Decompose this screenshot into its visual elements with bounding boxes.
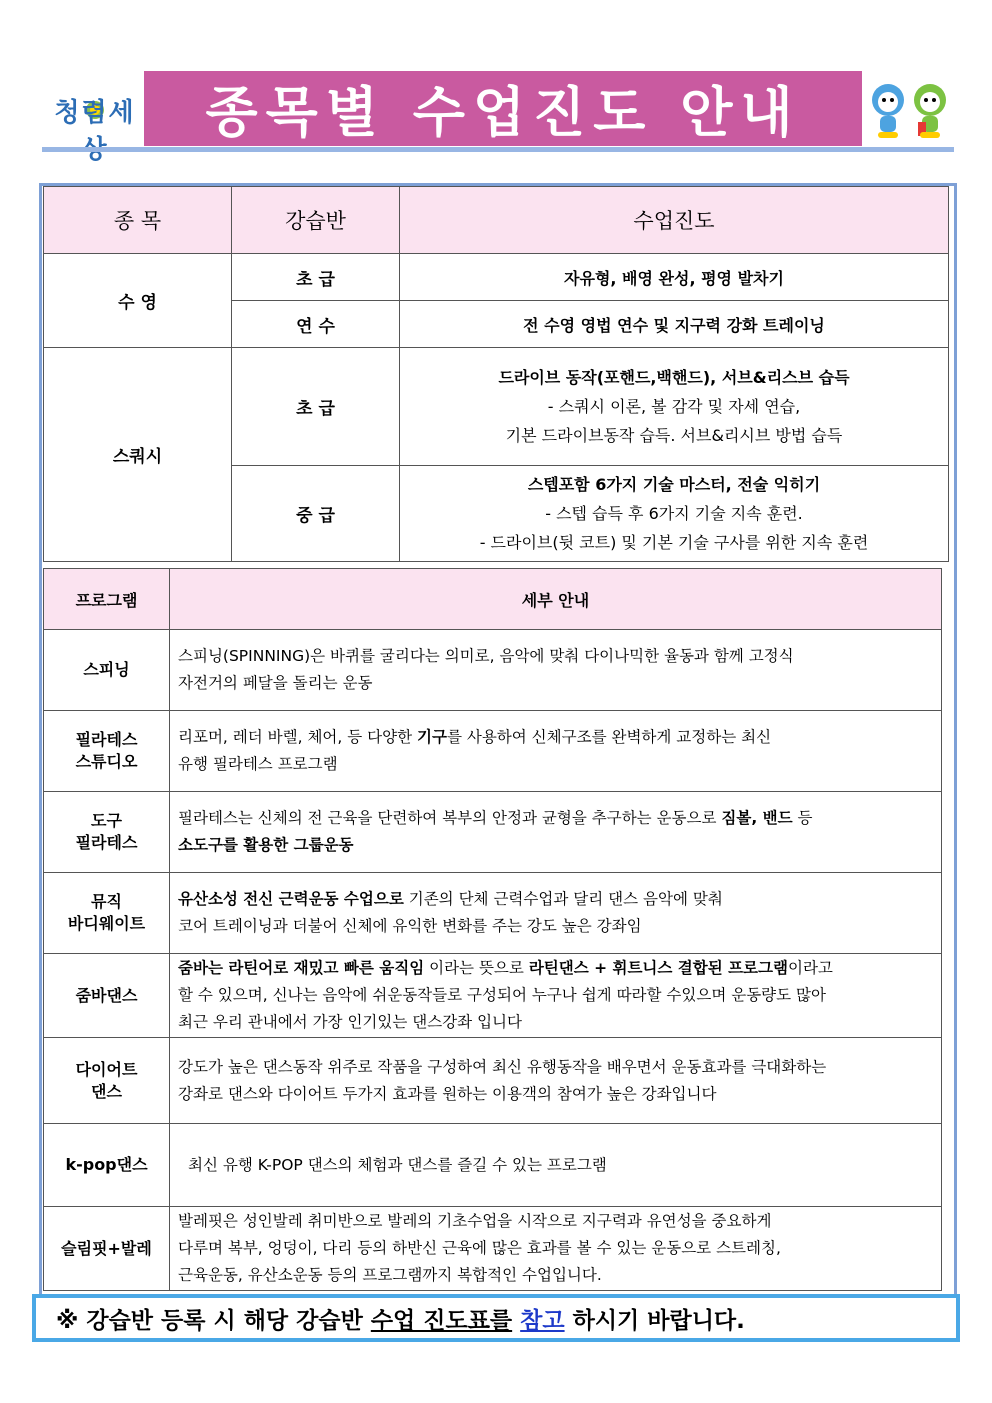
desc-line: 근육운동, 유산소운동 등의 프로그램까지 복합적인 수업입니다. [178, 1266, 602, 1284]
col-header-class: 강습반 [232, 187, 400, 254]
desc-text: 리포머, 레더 바렐, 체어, 등 다양한 [178, 728, 417, 746]
progress-table [43, 186, 949, 562]
desc-text: 이라고 [787, 959, 833, 977]
sport-swimming: 수 영 [44, 254, 232, 348]
table-row [44, 711, 942, 792]
desc-line: 강좌로 댄스와 다이어트 두가지 효과를 원하는 이용객의 참여가 높은 강좌입니다 [178, 1084, 717, 1103]
program-desc [170, 630, 942, 711]
col-header-program: 프로그램 [44, 569, 170, 630]
table-row [44, 254, 949, 301]
program-name: 줌바댄스 [44, 954, 170, 1038]
table-row [44, 630, 942, 711]
desc-line: 유행 필라테스 프로그램 [178, 755, 338, 773]
note-underlined: 수업 진도표를 [370, 1307, 513, 1334]
program-desc [170, 1038, 942, 1124]
program-desc [170, 1207, 942, 1291]
desc-line: 최근 우리 관내에서 가장 인기있는 댄스강좌 입니다 [178, 1013, 522, 1031]
desc-line: 자전거의 페달을 돌리는 운동 [178, 674, 373, 692]
progress-line: - 드라이브(뒷 코트) 및 기본 기술 구사를 위한 지속 훈련 [479, 533, 869, 552]
table-row [44, 792, 942, 873]
col-header-detail: 세부 안내 [170, 569, 942, 630]
class-level: 초 급 [232, 348, 400, 466]
desc-line: 최신 유행 K-POP 댄스의 체험과 댄스를 즐길 수 있는 프로그램 [188, 1155, 607, 1174]
program-name: 슬림핏+발레 [44, 1207, 170, 1291]
note-space [512, 1305, 520, 1331]
desc-line: 코어 트레이닝과 더불어 신체에 유익한 변화를 주는 강도 높은 강좌임 [178, 917, 642, 935]
desc-bold: 소도구를 활용한 그룹운동 [178, 836, 354, 854]
progress-text: 자유형, 배영 완성, 평영 발차기 [400, 254, 949, 301]
note-suffix: 하시기 바랍니다. [564, 1307, 745, 1334]
desc-line: 발레핏은 성인발레 취미반으로 발레의 기초수업을 시작으로 지구력과 유연성을 중요하게 [178, 1212, 772, 1230]
program-desc [170, 954, 942, 1038]
desc-line: 강도가 높은 댄스동작 위주로 작품을 구성하여 최신 유행동작을 배우면서 운동효과를 극대화하는 [178, 1057, 827, 1076]
program-table [43, 568, 942, 1291]
desc-line: 다루며 복부, 엉덩이, 다리 등의 하반신 근육에 많은 효과를 볼 수 있는 운동으로 스트레칭, [178, 1239, 781, 1257]
desc-bold: 짐볼, 밴드 [721, 809, 793, 827]
page-title: 종목별 수업진도 안내 [205, 81, 801, 144]
class-level: 초 급 [232, 254, 400, 301]
table-row [44, 1038, 942, 1124]
table-row [44, 348, 949, 466]
col-header-progress: 수업진도 [400, 187, 949, 254]
program-desc [170, 792, 942, 873]
title-banner [144, 71, 862, 146]
header-divider [42, 147, 954, 152]
progress-cell [400, 466, 949, 562]
program-desc [170, 1124, 942, 1207]
desc-bold: 유산소성 전신 근력운동 수업으로 [178, 890, 404, 908]
class-level: 중 급 [232, 466, 400, 562]
desc-text: 필라테스는 신체의 전 근육을 단련하여 복부의 안정과 균형을 추구하는 운동으로 [178, 809, 722, 827]
progress-line: - 스쿼시 이론, 볼 감각 및 자세 연습, [547, 397, 801, 416]
program-desc [170, 711, 942, 792]
note-prefix: ※ 강습반 등록 시 해당 강습반 [56, 1307, 371, 1334]
program-desc [170, 873, 942, 954]
program-name: 뮤직 바디웨이트 [44, 873, 170, 954]
desc-text: 기존의 단체 근력수업과 달리 댄스 음악에 맞춰 [403, 890, 723, 908]
progress-line: - 스텝 습득 후 6가지 기술 지속 훈련. [545, 504, 803, 523]
sport-squash: 스쿼시 [44, 348, 232, 562]
desc-bold: 줌바는 라틴어로 재밌고 빠른 움직임 [178, 959, 425, 977]
program-name: k-pop댄스 [44, 1124, 170, 1207]
progress-text: 전 수영 영법 연수 및 지구력 강화 트레이닝 [400, 301, 949, 348]
desc-text: 이라는 뜻으로 [424, 959, 529, 977]
desc-bold: 기구 [417, 728, 447, 746]
program-name: 다이어트 댄스 [44, 1038, 170, 1124]
col-header-sport: 종 목 [44, 187, 232, 254]
program-table-header [44, 569, 942, 630]
progress-cell [400, 348, 949, 466]
logo-text: 청렴세 [54, 98, 136, 128]
table-row [44, 1124, 942, 1207]
progress-headline: 스텝포함 6가지 기술 마스터, 전술 익히기 [527, 475, 821, 494]
table-row [44, 954, 942, 1038]
progress-line: 기본 드라이브동작 습득. 서브&리시브 방법 습득 [505, 426, 843, 445]
desc-line: 할 수 있으며, 신나는 음악에 쉬운동작들로 구성되어 누구나 쉽게 따라할 수있으며 운동량도 많아 [178, 986, 827, 1004]
desc-line: 스피닝(SPINNING)은 바퀴를 굴리다는 의미로, 음악에 맞춰 다이나믹한 율동과 함께 고정식 [178, 647, 794, 665]
table-row [44, 1207, 942, 1291]
program-name: 스피닝 [44, 630, 170, 711]
desc-bold: 라틴댄스 + 휘트니스 결합된 프로그램 [528, 959, 788, 977]
program-name: 필라테스 스튜디오 [44, 711, 170, 792]
desc-text: 를 사용하여 신체구조를 완벽하게 교정하는 최신 [446, 728, 772, 746]
table-row [44, 873, 942, 954]
note-highlight: 참고 [520, 1307, 565, 1334]
logo [44, 86, 146, 134]
desc-text: 등 [792, 809, 813, 827]
registration-note [32, 1294, 960, 1342]
mascot-icon [866, 78, 956, 144]
progress-headline: 드라이브 동작(포핸드,백핸드), 서브&리스브 습득 [498, 368, 850, 387]
progress-table-header [44, 187, 949, 254]
class-level: 연 수 [232, 301, 400, 348]
program-name: 도구 필라테스 [44, 792, 170, 873]
